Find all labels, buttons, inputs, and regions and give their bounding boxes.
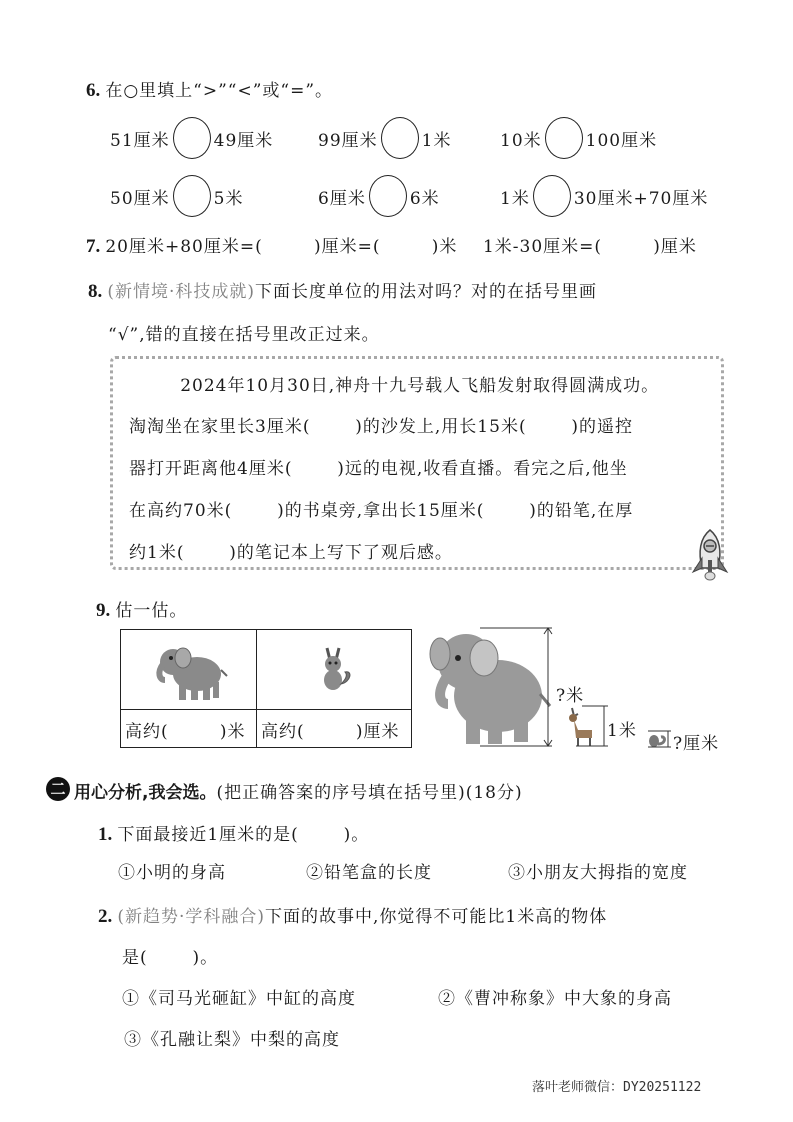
squirrel-icon: [317, 646, 353, 692]
q7-number: 7.: [86, 236, 101, 257]
compare-right: 100厘米: [585, 130, 658, 151]
answer-circle[interactable]: [173, 175, 211, 217]
elephant-height-marker: [480, 626, 560, 750]
q6-compare-1: [110, 117, 273, 159]
story-line[interactable]: 在高约70米( )的书桌旁,拿出长15厘米( )的铅笔,在厚: [129, 501, 634, 521]
q8-line1: 下面长度单位的用法对吗？对的在括号里画: [255, 282, 598, 302]
compare-left: 51厘米: [110, 130, 170, 151]
answer-circle[interactable]: [369, 175, 407, 217]
footer-watermark: 落叶老师微信：DY20251122: [532, 1080, 702, 1095]
story-box: [110, 356, 724, 570]
elephant-height-question: ?米: [556, 686, 585, 706]
section2-heading: [74, 778, 523, 803]
s2-q1-option-3[interactable]: ③小朋友大拇指的宽度: [508, 863, 688, 883]
q6-instruction: 在○里填上“>”“<”或“=”。: [105, 81, 334, 101]
rocket-icon: [690, 528, 730, 582]
s2-q2-line2[interactable]: 是( )。: [122, 948, 219, 968]
compare-left: 50厘米: [110, 188, 170, 209]
answer-circle[interactable]: [381, 117, 419, 159]
q9-heading: [96, 596, 187, 622]
squirrel-cell: [257, 630, 411, 710]
s2-q2-line1: 下面的故事中,你觉得不可能比1米高的物体: [265, 907, 608, 927]
deer-icon: [562, 704, 612, 748]
compare-right: 30厘米+70厘米: [573, 188, 709, 209]
q8-heading: [88, 277, 597, 303]
compare-left: 10米: [500, 130, 542, 151]
s2-q2-heading: [98, 902, 607, 928]
s2-q2-option-3[interactable]: ③《孔融让梨》中梨的高度: [124, 1030, 340, 1050]
squirrel-height-question: ?厘米: [673, 734, 720, 754]
squirrel-answer-cell[interactable]: [257, 710, 411, 747]
squirrel-height-label: 高约( )厘米: [261, 722, 400, 742]
q6-compare-4: [110, 175, 243, 217]
elephant-answer-cell[interactable]: [121, 710, 257, 747]
compare-right: 49厘米: [213, 130, 274, 151]
s2-q1-option-1[interactable]: ①小明的身高: [118, 863, 226, 883]
story-line[interactable]: 淘淘坐在家里长3厘米( )的沙发上,用长15米( )的遥控: [129, 417, 634, 437]
compare-left: 1米: [500, 188, 530, 209]
section2-title: 用心分析,我会选。: [74, 783, 217, 803]
compare-left: 99厘米: [318, 130, 378, 151]
elephant-height-label: 高约( )米: [125, 722, 246, 742]
s2-q2-number: 2.: [98, 906, 113, 927]
s2-q2-tag: (新趋势·学科融合): [117, 907, 266, 927]
compare-right: 1米: [421, 130, 452, 151]
q6-compare-3: [500, 117, 657, 159]
s2-q2-option-2[interactable]: ②《曹冲称象》中大象的身高: [438, 989, 672, 1009]
q6-number: 6.: [86, 80, 101, 101]
compare-left: 6厘米: [318, 188, 366, 209]
answer-circle[interactable]: [533, 175, 571, 217]
q7-text[interactable]: 20厘米+80厘米=( )厘米=( )米 1米-30厘米=( )厘米: [105, 237, 697, 257]
compare-right: 6米: [409, 188, 440, 209]
s2-q1-number: 1.: [98, 824, 113, 845]
section-number-icon: 二: [46, 777, 70, 801]
q6-compare-2: [318, 117, 451, 159]
section2-subtitle: (把正确答案的序号填在括号里)(18分): [216, 783, 523, 803]
q7: [86, 232, 697, 258]
q9-number: 9.: [96, 600, 111, 621]
story-line: 2024年10月30日,神舟十九号载人飞船发射取得圆满成功。: [129, 376, 660, 396]
story-line[interactable]: 约1米( )的笔记本上写下了观后感。: [129, 543, 453, 563]
estimate-table: [120, 629, 412, 748]
answer-circle[interactable]: [173, 117, 211, 159]
q6-compare-6: [500, 175, 708, 217]
q9-instruction: 估一估。: [115, 601, 188, 621]
q8-tag: (新情境·科技成就): [107, 282, 256, 302]
s2-q2-option-1[interactable]: ①《司马光砸缸》中缸的高度: [122, 989, 356, 1009]
s2-q1-option-2[interactable]: ②铅笔盒的长度: [306, 863, 432, 883]
small-squirrel-icon: [646, 730, 672, 748]
elephant-icon: [151, 636, 231, 708]
s2-q1: [98, 820, 369, 846]
s2-q1-text[interactable]: 下面最接近1厘米的是( )。: [117, 825, 370, 845]
elephant-cell: [121, 630, 257, 710]
deer-height-label: 1米: [607, 721, 637, 741]
q8-line2: “√”,错的直接在括号里改正过来。: [108, 325, 380, 345]
q8-number: 8.: [88, 281, 103, 302]
q6-compare-5: [318, 175, 440, 217]
story-line[interactable]: 器打开距离他4厘米( )远的电视,收看直播。看完之后,他坐: [129, 459, 628, 479]
answer-circle[interactable]: [545, 117, 583, 159]
q6-heading: [86, 76, 333, 102]
compare-right: 5米: [213, 188, 244, 209]
